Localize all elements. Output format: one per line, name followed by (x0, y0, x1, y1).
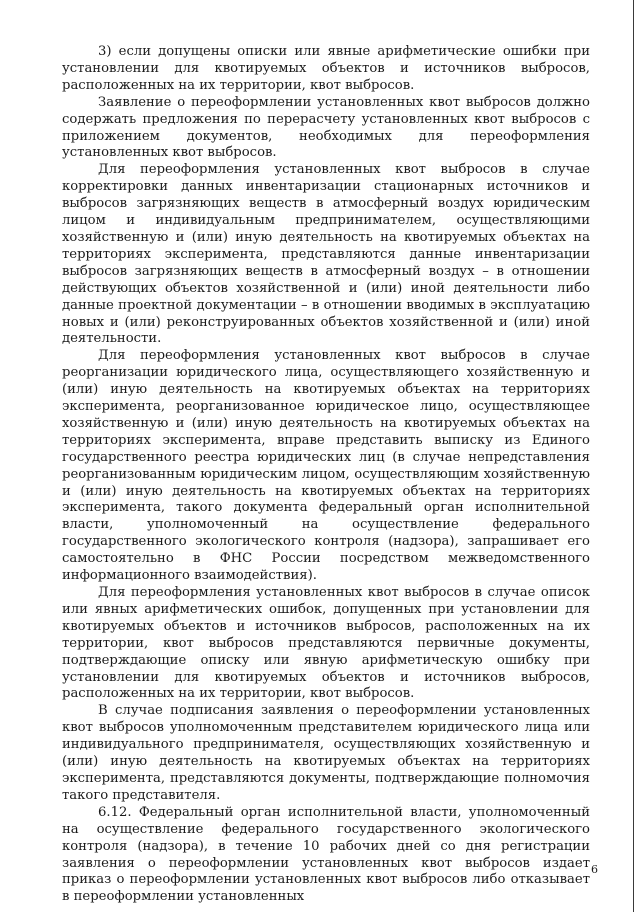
paragraph-representative: В случае подписания заявления о переоформлении установленных квот выбросов уполномоченным представителем юридического лица или индивидуального предпринимателя, осуществляющих хозяйственную и (или) иную деятельность на квотируемых объектах на территориях эксперимента, представляются документы, подтверждающие полномочия такого представителя. (62, 703, 590, 803)
paragraph-inventory-correction: Для переоформления установленных квот выбросов в случае корректировки данных инвентаризации стационарных источников и выбросов загрязняющих веществ в атмосферный воздух юридическим лицом и индивидуальным предпринимателем, осуществляющими хозяйственную и (или) иную деятельность на квотируемых объектах на территориях эксперимента, представляются данные инвентаризации выбросов загрязняющих веществ в атмосферный воздух – в отношении действующих объектов хозяйственной и (или) иной деятельности либо данные проектной документации – в отношении вводимых в эксплуатацию новых и (или) реконструированных объектов хозяйственной и (или) иной деятельности. (62, 162, 590, 347)
scan-edge (633, 0, 634, 912)
paragraph-6-12: 6.12. Федеральный орган исполнительной власти, уполномоченный на осуществление федерального государственного экологического контроля (надзора), в течение 10 рабочих дней со дня регистрации заявления о переоформлении установленных квот выбросов издает приказ о переоформлении установленных квот выбросов либо отказывает в переоформлении установленных (62, 804, 590, 905)
paragraph-errors-correction: Для переоформления установленных квот выбросов в случае описок или явных арифметических ошибок, допущенных при установлении для квотируемых объектов и источников выбросов, расположенных на их территории, квот выбросов представляются первичные документы, подтверждающие описку или явную арифметическую ошибку при установлении для квотируемых объектов и источников выбросов, расположенных на их территории, квот выбросов. (62, 585, 590, 702)
page-number: 6 (591, 863, 598, 876)
paragraph-reorganization: Для переоформления установленных квот выбросов в случае реорганизации юридического лица, осуществляющего хозяйственную и (или) иную деятельность на квотируемых объектах на территориях эксперимента, реорганизованное юридическое лицо, осуществляющее хозяйственную и (или) иную деятельность на квотируемых объектах на территориях эксперимента, вправе представить выписку из Единого государственного реестра юридических лиц (в случае непредставления реорганизованным юридическим лицом, осуществляющим хозяйственную и (или) иную деятельность на квотируемых объектах на территориях эксперимента, такого документа федеральный орган исполнительной власти, уполномоченный на осуществление федерального государственного экологического контроля (надзора), запрашивает его самостоятельно в ФНС России посредством межведомственного информационного взаимодействия). (62, 348, 590, 584)
paragraph-application-content: Заявление о переоформлении установленных квот выбросов должно содержать предложения по перерасчету установленных квот выбросов с приложением документов, необходимых для переоформления установленных квот выбросов. (62, 94, 590, 161)
paragraph-item-3-continuation: 3) если допущены описки или явные арифметические ошибки при установлении для квотируемых объектов и источников выбросов, расположенных на их территории, квот выбросов. (62, 44, 590, 93)
document-page (62, 44, 590, 906)
